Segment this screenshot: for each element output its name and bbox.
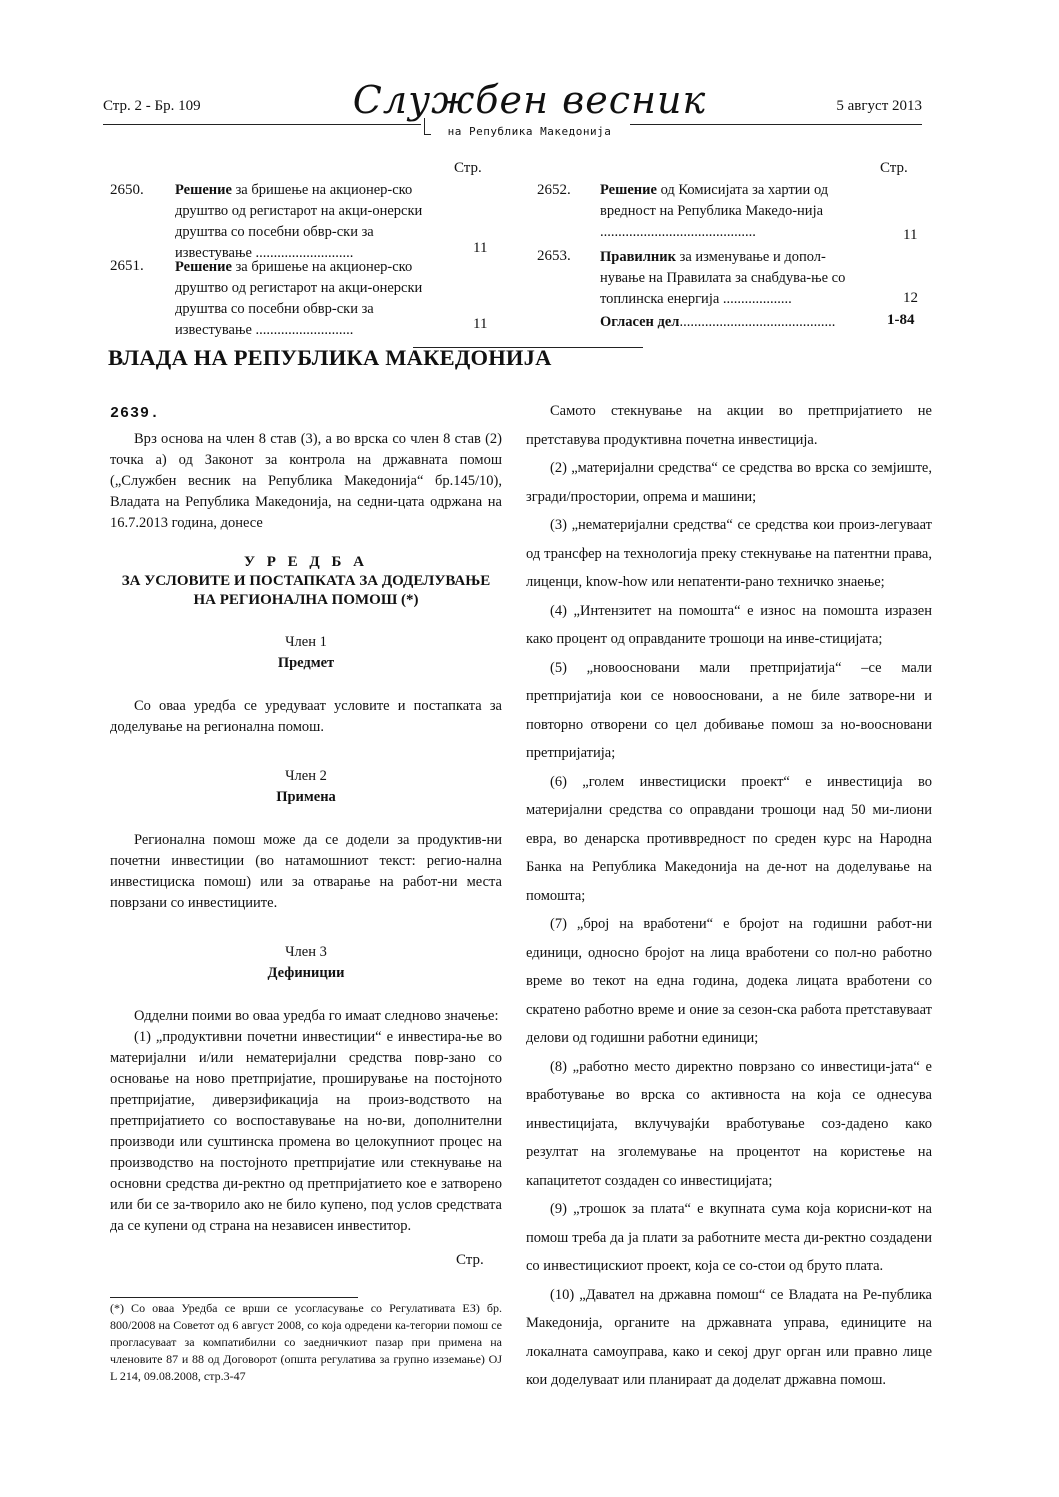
toc-item-number: 2652. bbox=[537, 182, 571, 198]
toc-item-number: 2653. bbox=[537, 248, 571, 264]
toc-item-page: 11 bbox=[903, 227, 918, 243]
toc-item[interactable] bbox=[175, 180, 440, 264]
section-heading: ВЛАДА НА РЕПУБЛИКА МАКЕДОНИЈА bbox=[108, 345, 552, 370]
masthead-title: Службен весник bbox=[352, 78, 707, 122]
definition-item: (2) „материјални средства“ се средства во врска со земјиште, згради/простории, опрема и машини; bbox=[526, 460, 932, 505]
toc-leader-dots: ................... bbox=[719, 291, 792, 307]
toc-item-page: 11 bbox=[473, 316, 488, 332]
header-rule-right bbox=[630, 124, 922, 125]
definition-item: (9) „трошок за плата“ е вкупната сума која корисни-кот на помош треба да ја плати за работните места ди-ректно создадени со инвестицискиот проект, која се со-стои од бруто плата. bbox=[526, 1201, 932, 1274]
toc-item-kind: Правилник bbox=[600, 249, 676, 265]
toc-leader-dots: ........................... bbox=[251, 322, 354, 338]
toc-page-label-left: Стр. bbox=[454, 160, 482, 176]
toc-leader-dots: ........................................... bbox=[679, 314, 836, 330]
toc-item-text: од Комисијата за хартии од вредност на Република Македо-нија bbox=[600, 182, 829, 219]
definition-item: (10) „Давател на државна помош“ се Владата на Ре-публика Македонија, органите на државната управа, единиците на локалната самоуправа, како и секој друг орган или правно лице кои доделуваат или планираат да доделат државна помош. bbox=[526, 1286, 932, 1388]
decree-subtitle: НА РЕГИОНАЛНА ПОМОШ (*) bbox=[193, 592, 419, 608]
toc-item-text: за бришење на акционер-ско друштво од регистарот на акци-онерски друштва со посебни обвр-ски за известување bbox=[175, 259, 423, 338]
toc-item-text: за изменување и допол-нување на Правилата за снабдува-ње со топлинска енергија bbox=[600, 249, 846, 307]
article-title: Примена bbox=[276, 789, 336, 805]
definition-item: (1) „продуктивни почетни инвестиции“ е инвестира-ње во материјални и/или нематеријални средства повр-зано со основање на ново претпријатие, проширување на постојното претпријатие, диверзификација на произ-водството на претпријатието со воспоставување на но-ви, дополнителни производи или суштинска промена во целокупниот процес на производство на постојното претпријатие или стекнување на основни средства ди-ректно од претпријатието кое е затворено или би се за-творило ако не било купено, под услов средствата да се купени од страна на независен инвеститор. bbox=[110, 1029, 502, 1234]
footnote bbox=[110, 1300, 502, 1385]
article-text: Одделни поими во оваа уредба го имаат следново значење: bbox=[134, 1008, 499, 1024]
definition-item: Самото стекнување на акции во претпријатието не претставува продуктивна почетна инвестиција. bbox=[526, 403, 932, 448]
toc-item-number: 2650. bbox=[110, 182, 144, 198]
article-number: Член 1 bbox=[285, 634, 327, 650]
toc-item-kind: Решение bbox=[175, 259, 232, 275]
toc-item-page: 11 bbox=[473, 240, 488, 256]
toc-item[interactable] bbox=[175, 257, 440, 341]
article-number: Член 2 bbox=[285, 768, 327, 784]
definition-item: (3) „нематеријални средства“ се средства кои произ-легуваат од трансфер на технологија преку стекнување на патентни права, лиценци, know-how или непатенти-рано техничко знаење; bbox=[526, 517, 932, 590]
article-number: Член 3 bbox=[285, 944, 327, 960]
decree-subtitle: ЗА УСЛОВИТЕ И ПОСТАПКАТА ЗА ДОДЕЛУВАЊЕ bbox=[121, 573, 491, 589]
toc-item-kind: Решение bbox=[175, 182, 232, 198]
toc-item-text: за бришење на акционер-ско друштво од регистарот на акци-онерски друштва со посебни обвр-ски за известување bbox=[175, 182, 423, 261]
toc-item-kind: Решение bbox=[600, 182, 657, 198]
toc-item-page: 12 bbox=[903, 290, 918, 306]
definition-item: (8) „работно место директно поврзано со инвестици-јата“ е вработување во врска со активноста на која се однесува инвестицијата, вклучувајќи вработување соз-дадено како резултат на зголемување на процентот на користење на капацитетот создаден со инвестицијата; bbox=[526, 1058, 932, 1189]
article-title: Предмет bbox=[277, 655, 335, 671]
decree-title: У Р Е Д Б А bbox=[244, 554, 368, 570]
act-number: 2639. bbox=[110, 405, 161, 422]
toc-item-number: 2651. bbox=[110, 258, 144, 274]
definition-item: (5) „новоосновани мали претпријатија“ –се мали претпријатија кои се новоосновани, а не биле затворе-ни и повторно отворени со цел добивање помош за но-воосновани претпријатија; bbox=[526, 659, 932, 761]
toc-item[interactable] bbox=[600, 247, 870, 310]
article-title: Дефиниции bbox=[267, 965, 345, 981]
footnote-text: (*) Со оваа Уредба се врши се усогласување со Регулативата ЕЗ) бр. 800/2008 на Советот од 6 август 2008, со која одредени ка-тегории помош се прогласуваат за компатибилни со заедничкиот пазар при примена на членовите 87 и 88 од Договорот (општа регулатива за групно изземање) OJ L 214, 09.08.2008, стр.3-47 bbox=[110, 1301, 502, 1383]
article-text: Регионална помош може да се додели за продуктив-ни почетни инвестиции (во натамошниот текст: регио-нална инвестициска помош) или за отварање на работ-ни места поврзани со инвестициите. bbox=[110, 832, 502, 911]
issue-date: 5 август 2013 bbox=[836, 98, 922, 114]
right-column bbox=[526, 397, 932, 1395]
page-ref-label: Стр. bbox=[456, 1252, 484, 1268]
toc-item-page: 1-84 bbox=[887, 312, 915, 328]
toc-leader-dots: ........................... bbox=[251, 245, 354, 261]
toc-leader-dots: ........................................... bbox=[600, 224, 756, 240]
toc-page-label-right: Стр. bbox=[880, 160, 908, 176]
article-text: Со оваа уредба се уредуваат условите и постапката за доделување на регионална помош. bbox=[110, 698, 502, 735]
definition-item: (7) „број на вработени“ е бројот на годишни работ-ни единици, односно бројот на лица вработени со пол-но работно време во текот на една година, додека лицата вработени со скратено работно време и оние за сезон-ска работа претставуваат делови од годишни работни единици; bbox=[526, 916, 932, 1046]
masthead-subtitle: на Република Македонија bbox=[447, 125, 612, 138]
toc-item[interactable] bbox=[600, 312, 870, 333]
footnote-rule bbox=[110, 1297, 358, 1298]
preamble: Врз основа на член 8 став (3), а во врска со член 8 став (2) точка а) од Законот за контрола на државната помош („Службен весник на Република Македонија“ бр.145/10), Владата на Република Македонија, на седни-цата одржана на 16.7.2013 година, донесе bbox=[110, 431, 502, 531]
definition-item: (4) „Интензитет на помошта“ е износ на помошта изразен како процент од оправданите трошоци на инве-стицијата; bbox=[526, 602, 932, 647]
page-number-header: Стр. 2 - Бр. 109 bbox=[103, 98, 201, 114]
toc-item-kind: Огласен дел bbox=[600, 314, 680, 330]
toc-item[interactable] bbox=[600, 180, 870, 243]
definition-item: (6) „голем инвестициски проект“ е инвестиција во материјални средства со оправдани трошоци над 50 ми-лиони евра, во денарска противвредност по среден курс на Народна Банка на Република Македонија на де-нот на доделување на помошта; bbox=[526, 773, 932, 904]
left-column bbox=[110, 429, 502, 1237]
